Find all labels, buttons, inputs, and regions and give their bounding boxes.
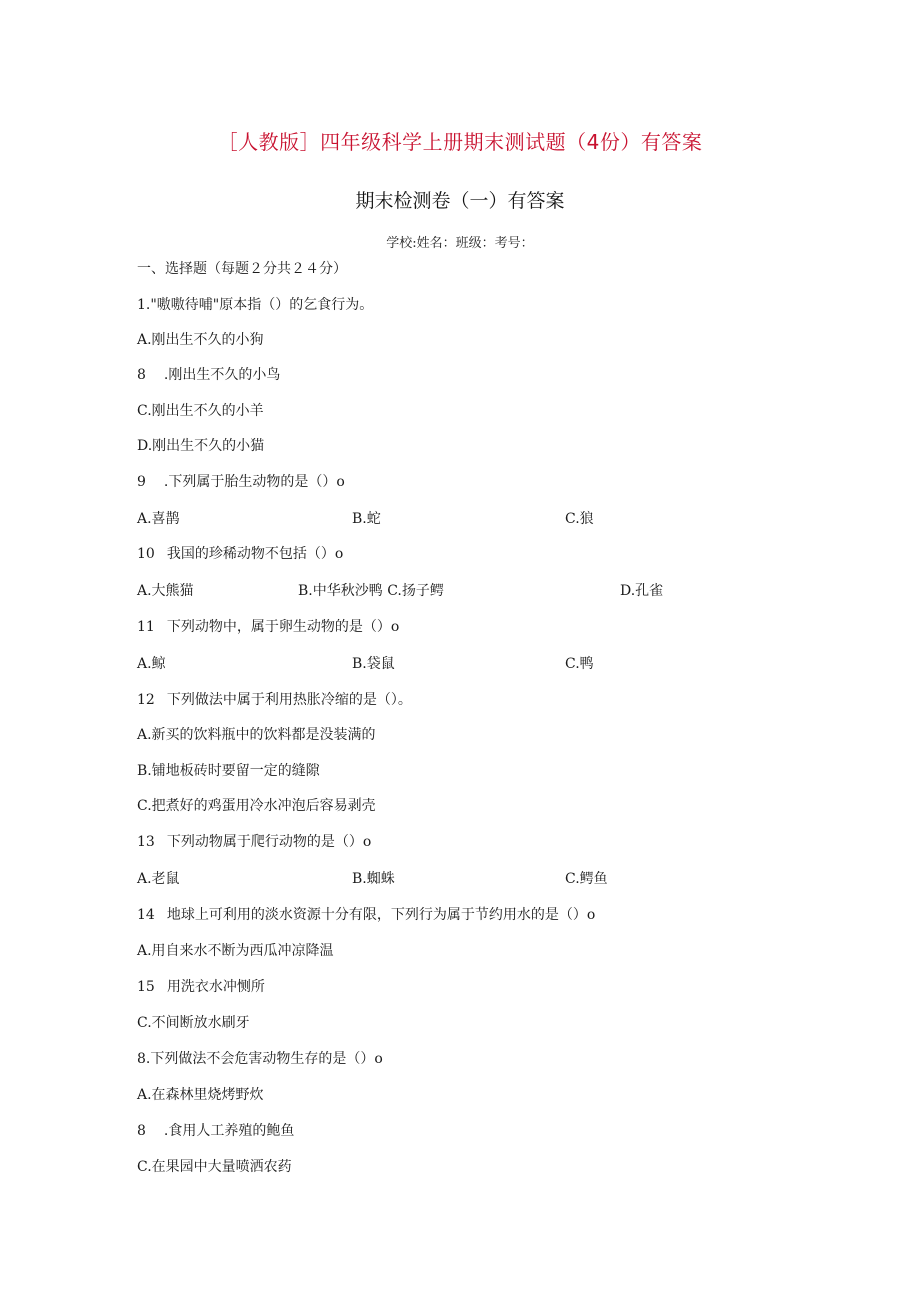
- item-text: .刚出生不久的小鸟: [163, 367, 281, 383]
- question-8-option-c: C.在果园中大量喷洒农药: [137, 1159, 292, 1175]
- item-number: 10: [137, 546, 155, 562]
- item-text: 地球上可利用的淡水资源十分有限，下列行为属于节约用水的是（）o: [166, 907, 596, 923]
- item-text: 下列动物中，属于卵生动物的是（）o: [166, 619, 400, 635]
- question-7: [137, 904, 595, 924]
- item-text: 我国的珍稀动物不包括（）o: [166, 546, 344, 562]
- question-1-option-d: D.刚出生不久的小猫: [137, 438, 265, 454]
- question-3: [137, 543, 343, 563]
- question-3-option-d: D.孔雀: [620, 583, 664, 599]
- item-number: 15: [137, 979, 155, 995]
- item-number: 8: [137, 367, 146, 383]
- question-1-option-b: [137, 364, 280, 384]
- question-1-option-c: C.刚出生不久的小羊: [137, 403, 264, 419]
- item-number: 8: [137, 1123, 146, 1139]
- student-info-line: 学校:姓名：班级：考号：: [386, 236, 534, 251]
- question-4-option-b: B.袋鼠: [352, 656, 395, 672]
- item-text: .食用人工养殖的鲍鱼: [163, 1123, 295, 1139]
- question-2-option-b: B.蛇: [352, 511, 381, 527]
- question-6-option-b: B.蜘蛛: [352, 871, 395, 887]
- question-8-option-b: [137, 1120, 294, 1140]
- item-text: 下列做法中属于利用热胀冷缩的是（）。: [166, 692, 412, 708]
- question-5: [137, 689, 412, 709]
- question-6-option-a: A.老鼠: [137, 871, 180, 887]
- question-4-option-c: C.鸭: [565, 656, 594, 672]
- question-5-option-a: A.新买的饮料瓶中的饮料都是没装满的: [137, 727, 376, 743]
- item-text: 用洗衣水冲恻所: [166, 979, 265, 995]
- section-heading: 一、选择题（每题２分共２４分）: [137, 261, 347, 277]
- question-3-option-a: A.大熊猫: [137, 583, 194, 599]
- question-6-option-c: C.鳄鱼: [565, 871, 608, 887]
- exam-subtitle: 期末检测卷（一）有答案: [355, 190, 565, 212]
- question-8-option-a: A.在森林里烧烤野炊: [137, 1087, 264, 1103]
- question-5-option-b: B.铺地板砖时要留一定的缝隙: [137, 763, 320, 779]
- question-1-option-a: A.刚出生不久的小狗: [137, 332, 264, 348]
- question-7-option-a: A.用自来水不断为西瓜冲凉降温: [137, 943, 334, 959]
- question-1: 1."嗷嗷待哺"原本指（）的乞食行为。: [137, 297, 374, 313]
- question-7-option-c: C.不间断放水刷牙: [137, 1015, 250, 1031]
- item-number: 11: [137, 619, 155, 635]
- question-2-option-a: A.喜鹊: [137, 511, 180, 527]
- question-8: 8.下列做法不会危害动物生存的是（）o: [137, 1051, 383, 1067]
- item-text: .下列属于胎生动物的是（）o: [163, 474, 345, 490]
- item-number: 12: [137, 692, 155, 708]
- item-text: 下列动物属于爬行动物的是（）o: [166, 834, 372, 850]
- item-number: 9: [137, 474, 146, 490]
- question-2: [137, 471, 345, 491]
- item-number: 14: [137, 907, 155, 923]
- question-2-option-c: C.狼: [565, 511, 594, 527]
- question-7-option-b: [137, 976, 265, 996]
- question-5-option-c: C.把煮好的鸡蛋用冷水冲泡后容易剥壳: [137, 798, 376, 814]
- document-title: ［人教版］四年级科学上册期末测试题（4份）有答案: [217, 130, 703, 154]
- question-4-option-a: A.鲸: [137, 656, 166, 672]
- question-6: [137, 831, 371, 851]
- question-4: [137, 616, 399, 636]
- item-number: 13: [137, 834, 155, 850]
- question-3-option-bc: B.中华秋沙鸭 C.扬子鳄: [298, 583, 444, 599]
